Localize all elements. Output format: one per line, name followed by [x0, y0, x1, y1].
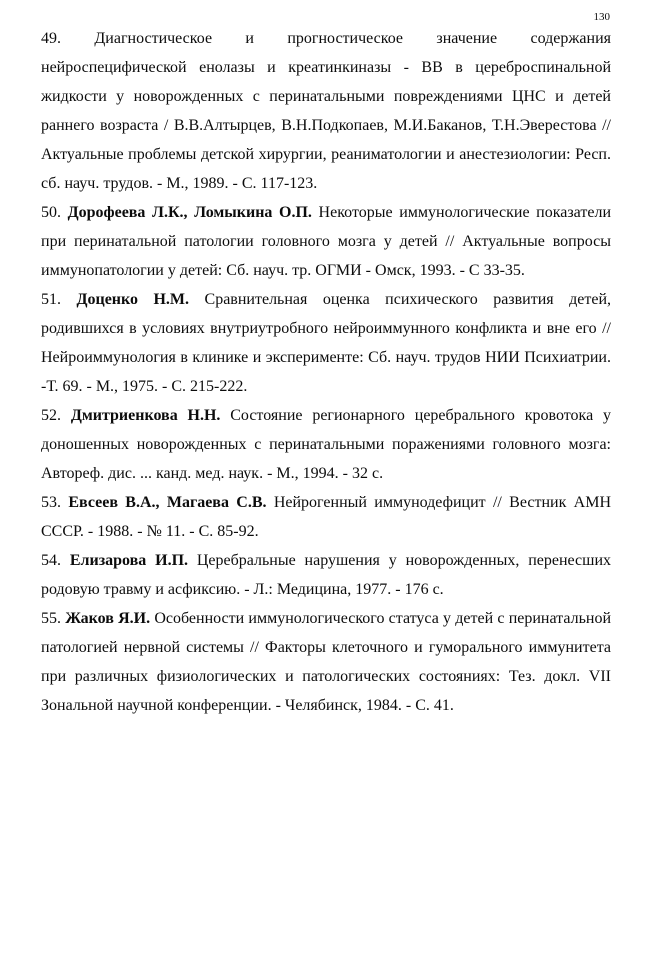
reference-number: 50.	[41, 204, 61, 221]
reference-text: Нейрогенный иммунодефицит // Вестник АМН СССР. - 1988. - № 11. - С. 85-92.	[41, 494, 612, 540]
reference-number: 49.	[41, 30, 61, 47]
reference-authors: Евсеев В.А., Магаева С.В.	[68, 494, 267, 511]
reference-number: 51.	[41, 291, 61, 308]
reference-item	[41, 285, 611, 401]
reference-item	[41, 401, 611, 488]
reference-text: Диагностическое и прогностическое значение содержания нейроспецифической енолазы и креатинкиназы - ВВ в цереброспинальной жидкости у новорожденных с перинатальными повреждениями ЦНС и детей раннего возраста / В.В.Алтырцев, В.Н.Подкопаев, М.И.Баканов, Т.Н.Эверестова // Актуальные проблемы детской хирургии, реаниматологии и анестезиологии: Респ. сб. науч. трудов. - М., 1989. - С. 117-123.	[41, 30, 611, 192]
reference-item	[41, 198, 611, 285]
reference-item	[41, 488, 611, 546]
reference-item	[41, 604, 611, 720]
page-number: 130	[593, 11, 610, 23]
reference-item	[41, 24, 611, 198]
reference-number: 52.	[41, 407, 61, 424]
reference-text: Некоторые иммунологические показатели при перинатальной патологии головного мозга у детей // Актуальные вопросы иммунопатологии у детей: Сб. науч. тр. ОГМИ - Омск, 1993. - С 33-35.	[41, 204, 612, 279]
reference-number: 55.	[41, 610, 61, 627]
reference-list	[41, 24, 611, 720]
reference-item	[41, 546, 611, 604]
reference-authors: Дорофеева Л.К., Ломыкина О.П.	[67, 204, 312, 221]
reference-number: 53.	[41, 494, 61, 511]
reference-text: Сравнительная оценка психического развития детей, родившихся в условиях внутриутробного нейроиммунного конфликта и вне его // Нейроиммунология в клинике и эксперименте: Сб. науч. трудов НИИ Психиатрии. -Т. 69. - М., 1975. - С. 215-222.	[41, 291, 612, 395]
reference-authors: Елизарова И.П.	[69, 552, 189, 569]
reference-text: Состояние регионарного церебрального кровотока у доношенных новорожденных с перинатальными поражениями головного мозга: Автореф. дис. ... канд. мед. наук. - М., 1994. - 32 с.	[41, 407, 611, 482]
reference-text: Церебральные нарушения у новорожденных, перенесших родовую травму и асфиксию. - Л.: Медицина, 1977. - 176 с.	[41, 552, 612, 598]
reference-text: Особенности иммунологического статуса у детей с перинатальной патологией нервной системы // Факторы клеточного и гуморального иммунитета при различных физиологических и патологических состояниях: Тез. докл. VII Зональной научной конференции. - Челябинск, 1984. - С. 41.	[41, 610, 612, 714]
reference-authors: Доценко Н.М.	[76, 291, 190, 308]
reference-authors: Дмитриенкова Н.Н.	[70, 407, 221, 424]
reference-authors: Жаков Я.И.	[65, 610, 151, 627]
reference-number: 54.	[41, 552, 61, 569]
